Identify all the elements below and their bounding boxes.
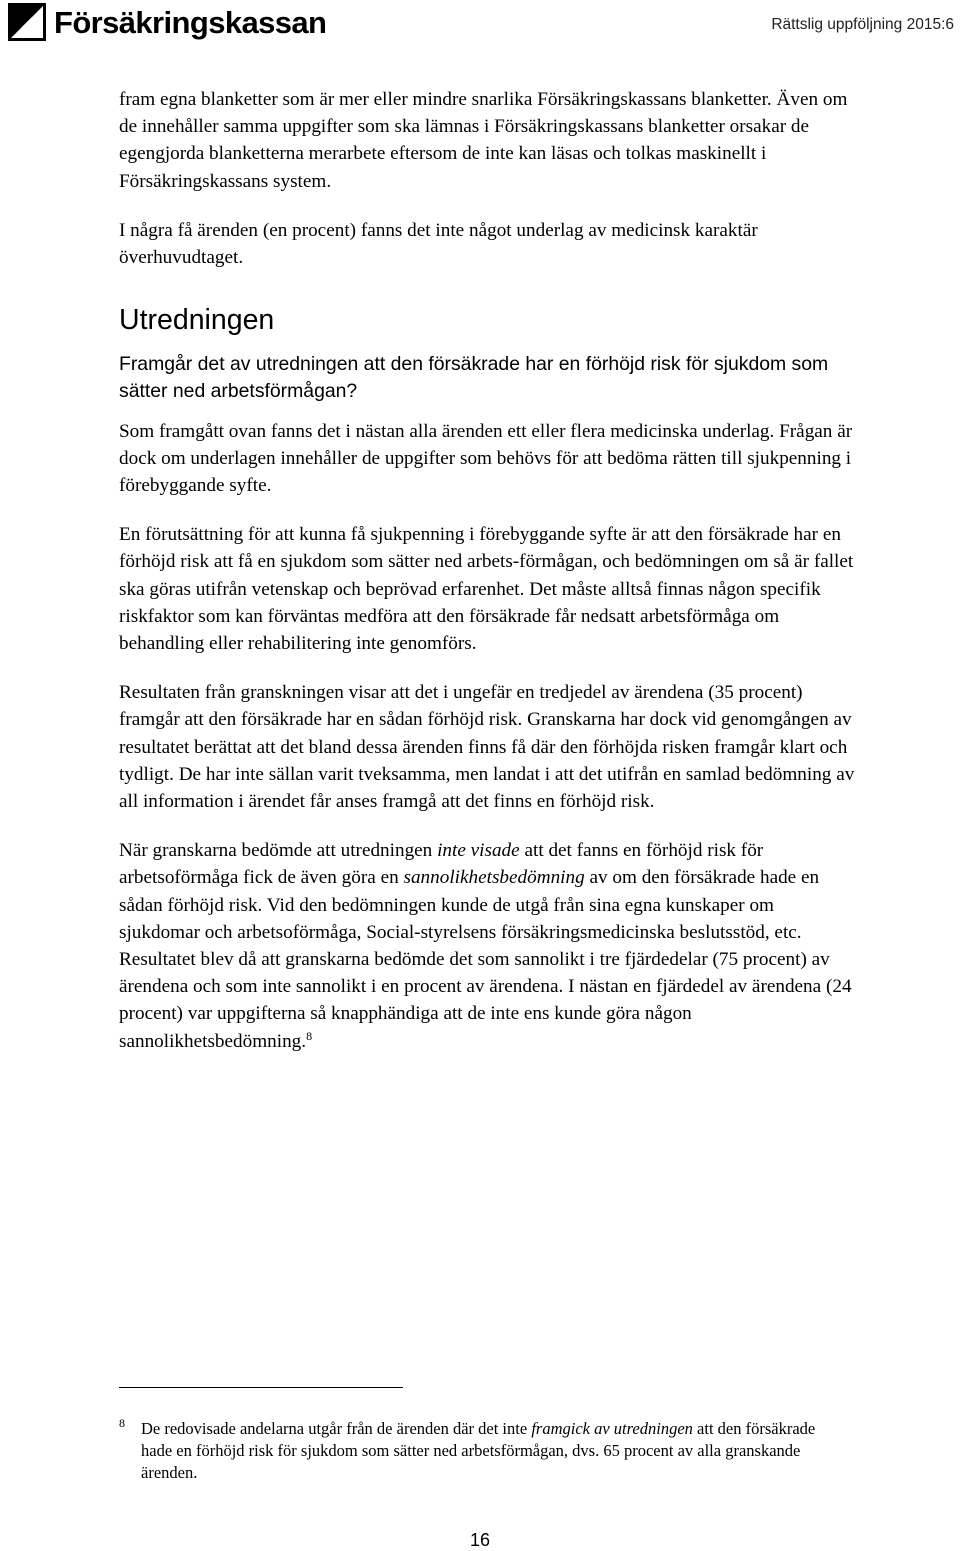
report-reference: Rättslig uppföljning 2015:6 xyxy=(771,16,954,33)
italic-text: sannolikhetsbedömning xyxy=(403,867,585,889)
italic-text: inte visade xyxy=(437,840,520,862)
footnote xyxy=(119,1418,839,1484)
paragraph: I några få ärenden (en procent) fanns det inte något underlag av medicinsk karaktär överhuvudtaget. xyxy=(119,219,758,269)
footnote-text xyxy=(141,1418,839,1484)
paragraph: fram egna blanketter som är mer eller mindre snarlika Försäkringskassans blanketter. Även om de innehåller samma uppgifter som ska lämnas i Försäkringskassans blanketter orsakar de egengjorda blanketterna merarbete eftersom de inte kan läsas och tolkas maskinellt i Försäkringskassans system. xyxy=(119,89,848,192)
text-run: att den försäkrade hade en förhöjd risk för sjukdom som sätter ned arbetsförmågan, dvs. 65 procent av alla granskande ärenden. xyxy=(141,1419,816,1482)
footnote-reference[interactable]: 8 xyxy=(306,1028,313,1043)
italic-text: framgick av utredningen xyxy=(531,1419,693,1438)
paragraph: En förutsättning för att kunna få sjukpenning i förebyggande syfte är att den försäkrade har en förhöjd risk att få en sjukdom som sätter ned arbets-förmågan, och bedömningen om så är fallet ska göras utifrån vetenskap och beprövad erfarenhet. Det måste alltså finnas någon specifik riskfaktor som kan förväntas medföra att den försäkrade får nedsatt arbetsförmåga om behandling eller rehabilitering inte genomförs. xyxy=(119,524,854,655)
section-question: Framgår det av utredningen att den försäkrade har en förhöjd risk för sjukdom som sätter ned arbetsförmågan? xyxy=(119,353,829,403)
paragraph: Resultaten från granskningen visar att det i ungefär en tredjedel av ärendena (35 procent) framgår att den försäkrade har en sådan förhöjd risk. Granskarna har dock vid genomgången av resultatet berättat att det bland dessa ärenden finns få där den förhöjda risken framgår klart och tydligt. De har inte sällan varit tveksamma, men landat i att det utifrån en samlad bedömning av all information i ärendet får anses framgå att det finns en förhöjd risk. xyxy=(119,682,855,813)
text-run: De redovisade andelarna utgår från de ärenden där det inte xyxy=(141,1419,532,1438)
logo-wordmark: Försäkringskassan xyxy=(54,5,327,40)
text-run: att det fanns en förhöjd risk för arbetsoförmåga fick de även göra en xyxy=(119,840,764,889)
page-number: 16 xyxy=(469,1530,491,1550)
text-run: När granskarna bedömde att utredningen xyxy=(119,840,438,862)
paragraph: Som framgått ovan fanns det i nästan alla ärenden ett eller flera medicinska underlag. Frågan är dock om underlagen innehåller de uppgifter som behövs för att bedöma rätten till sjukpenning i förebyggande syfte. xyxy=(119,420,853,497)
footnote-number: 8 xyxy=(119,1416,125,1430)
forsakringskassan-logo-icon xyxy=(8,3,46,41)
page-header xyxy=(0,0,960,48)
footnote-separator xyxy=(119,1387,403,1388)
main-text xyxy=(119,86,859,1077)
text-run: av om den försäkrade hade en sådan förhöjd risk. Vid den bedömningen kunde de utgå från sina egna kunskaper om sjukdomar och arbetsoförmåga, Social-styrelsens försäkringsmedicinska beslutsstöd, etc. Resultatet blev då att granskarna bedömde det som sannolikt i tre fjärdedelar (75 procent) av ärendena och som inte sannolikt i en procent av ärendena. I nästan en fjärdedel av ärendena (24 procent) var uppgifterna så knapphändiga att de inte ens kunde göra någon sannolikhetsbedömning. xyxy=(119,867,852,1052)
section-heading: Utredningen xyxy=(119,304,275,337)
paragraph xyxy=(119,837,859,1055)
